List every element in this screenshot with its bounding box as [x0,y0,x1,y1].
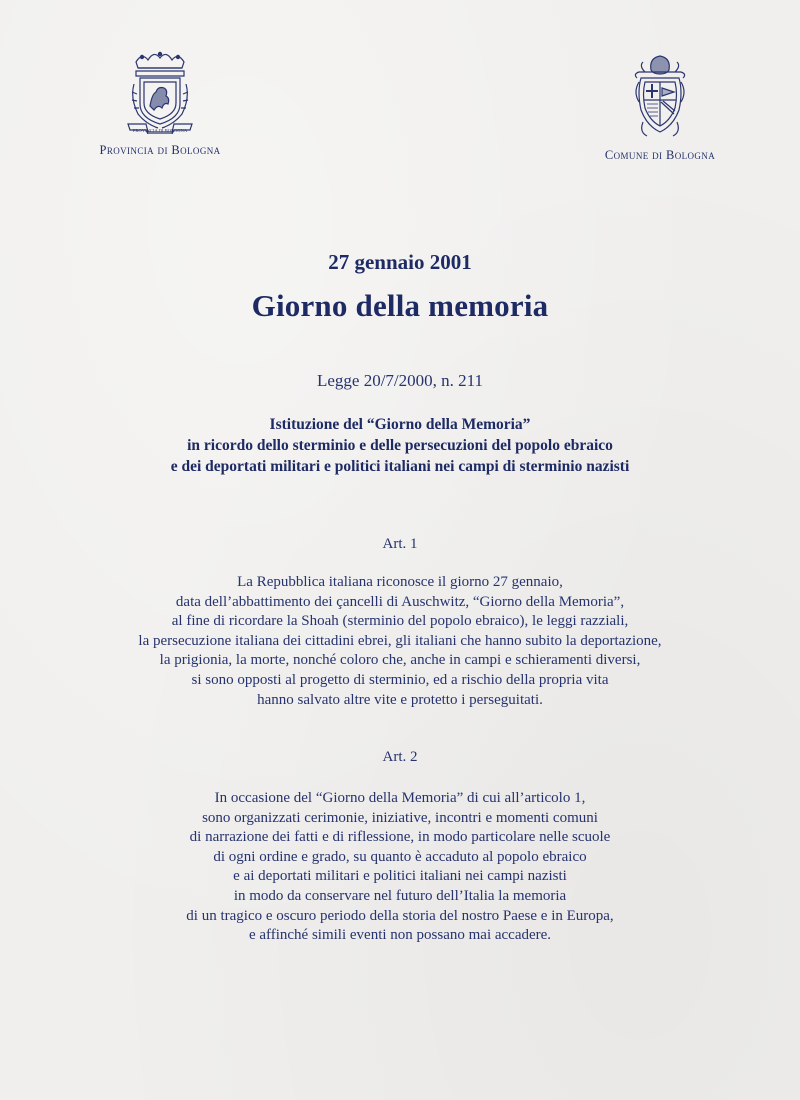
article-1-heading: Art. 1 [382,536,418,552]
comune-caption: Comune di Bologna [604,148,716,162]
institution-line: Istituzione del “Giorno della Memoria” [269,416,531,433]
article-line: In occasione del “Giorno della Memoria” di cui all’articolo 1, [214,790,586,806]
document-date: 27 gennaio 2001 [328,250,472,274]
comune-emblem [570,52,750,163]
provincia-emblem [70,48,250,158]
institution-line: in ricordo dello sterminio e delle persecuzioni del popolo ebraico [187,437,613,454]
comune-coat-of-arms-icon [631,52,689,138]
article-line: di narrazione dei fatti e di riflessione, in modo particolare nelle scuole [189,829,611,846]
article-line: si sono opposti al progetto di sterminio, ed a rischio della propria vita [191,671,609,688]
page-title: Giorno della memoria [251,288,549,323]
institution-line: e dei deportati militari e politici italiani nei campi di sterminio nazisti [170,458,630,475]
article-line: la persecuzione italiana dei cittadini ebrei, gli italiani che hanno subito la deportazione, [138,632,662,649]
article-line: di un tragico e oscuro periodo della storia del nostro Paese e in Europa, [186,907,614,924]
article-line: hanno salvato altre vite e protetto i perseguitati. [257,691,543,708]
institution-statement [40,414,760,477]
article-line: e affinché simili eventi non possano mai accadere. [248,927,552,944]
article-line: la prigionia, la morte, nonché coloro che, anche in campi e schieramenti diversi, [159,652,641,669]
article-2-body [40,789,760,946]
article-line: La Repubblica italiana riconosce il giorno 27 gennaio, [237,574,563,590]
article-line: di ogni ordine e grado, su quanto è accaduto al popolo ebraico [213,848,587,865]
article-2-heading: Art. 2 [382,749,418,765]
law-reference: Legge 20/7/2000, n. 211 [316,371,484,390]
provincia-ribbon-text: PROVINCIA DI BOLOGNA [132,128,188,133]
article-line: data dell’abbattimento dei çancelli di Auschwitz, “Giorno della Memoria”, [175,593,625,610]
provincia-coat-of-arms-icon [124,48,196,134]
article-line: al fine di ricordare la Shoah (sterminio del popolo ebraico), le leggi razziali, [171,613,629,630]
article-line: sono organizzati cerimonie, iniziative, incontri e momenti comuni [202,809,598,826]
article-line: in modo da conservare nel futuro dell’Italia la memoria [233,887,567,904]
provincia-caption: Provincia di Bologna [99,143,221,157]
article-1-body [40,573,760,710]
article-line: e ai deportati militari e politici italiani nei campi nazisti [233,868,567,885]
